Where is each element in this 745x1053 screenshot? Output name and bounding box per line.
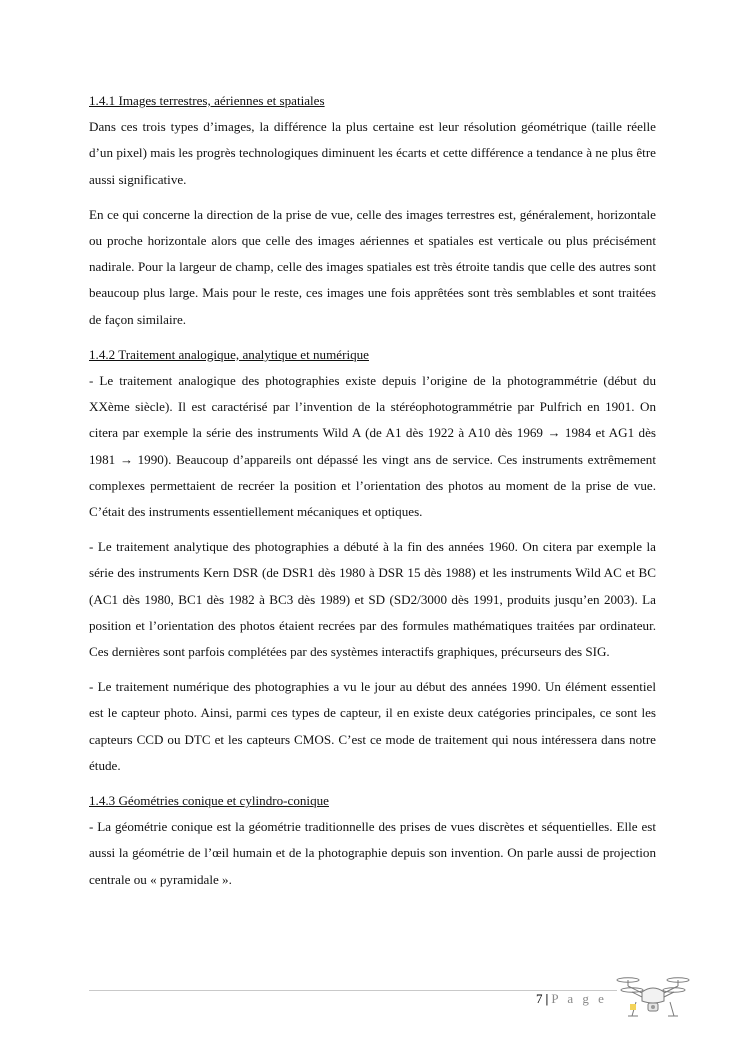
section-1-4-1 — [89, 88, 656, 333]
paragraph: Dans ces trois types d’images, la différence la plus certaine est leur résolution géométrique (taille réelle d’un pixel) mais les progrès technologiques diminuent les écarts et cette différence a tendance à ne plus être aussi significative. — [89, 119, 656, 187]
paragraph: - Le traitement analytique des photographies a débuté à la fin des années 1960. On citera par exemple la série des instruments Kern DSR (de DSR1 dès 1980 à DSR 15 dès 1988) et les instruments Wild AC et BC (AC1 dès 1980, BC1 dès 1982 à BC3 dès 1989) et SD (SD2/3000 dès 1991, produits jusqu’en 2003). La position et l’orientation des photos étaient recrées par des formules mathématiques traitées par ordinateur. Ces dernières sont parfois complétées par des systèmes interactifs graphiques, précurseurs des SIG. — [89, 539, 656, 660]
drone-icon — [614, 968, 692, 1024]
page-separator: | — [545, 991, 549, 1006]
document-body — [89, 88, 656, 902]
section-heading: 1.4.3 Géométries conique et cylindro-conique — [89, 793, 329, 809]
paragraph: - La géométrie conique est la géométrie traditionnelle des prises de vues discrètes et séquentielles. Elle est aussi la géométrie de l’œil humain et de la photographie depuis son invention. On parle aussi de projection centrale ou « pyramidale ». — [89, 819, 656, 887]
paragraph: - Le traitement numérique des photographies a vu le jour au début des années 1990. Un élément essentiel est le capteur photo. Ainsi, parmi ces types de capteur, il en existe deux catégories principales, ce sont les capteurs CCD ou DTC et les capteurs CMOS. C’est ce mode de traitement qui nous intéressera dans notre étude. — [89, 679, 656, 773]
section-heading: 1.4.2 Traitement analogique, analytique et numérique — [89, 346, 369, 362]
page-label: P a g e — [551, 991, 607, 1006]
paragraph: En ce qui concerne la direction de la prise de vue, celle des images terrestres est, généralement, horizontale ou proche horizontale alors que celle des images aériennes et spatiales est verticale ou plus précisément nadirale. Pour la largeur de champ, celle des images spatiales est très étroite tandis que celle des autres sont beaucoup plus large. Mais pour le reste, ces images une fois apprêtées sont très semblables et sont traitées de façon similaire. — [89, 206, 656, 327]
page-number-value: 7 — [536, 991, 543, 1006]
section-1-4-3 — [89, 788, 656, 893]
page-number — [536, 990, 607, 1008]
section-heading: 1.4.1 Images terrestres, aériennes et spatiales — [89, 93, 325, 108]
paragraph: - Le traitement analogique des photographies existe depuis l’origine de la photogrammétrie (début du XXème siècle). Il est caractérisé par l’invention de la stéréophotogrammétrie par Pulfrich en 1901. On citera par exemple la série des instruments Wild A (de A1 dès 1922 à A10 dès 1969 → 1984 et AG1 dès 1981 → 1990). Beaucoup d’appareils ont dépassé les vingt ans de service. Ces instruments extrêmement complexes permettaient de recréer la position et l’orientation des photos au moment de la prise de vue. C’était des instruments essentiellement mécaniques et optiques. — [89, 373, 656, 520]
section-1-4-2 — [89, 342, 656, 779]
